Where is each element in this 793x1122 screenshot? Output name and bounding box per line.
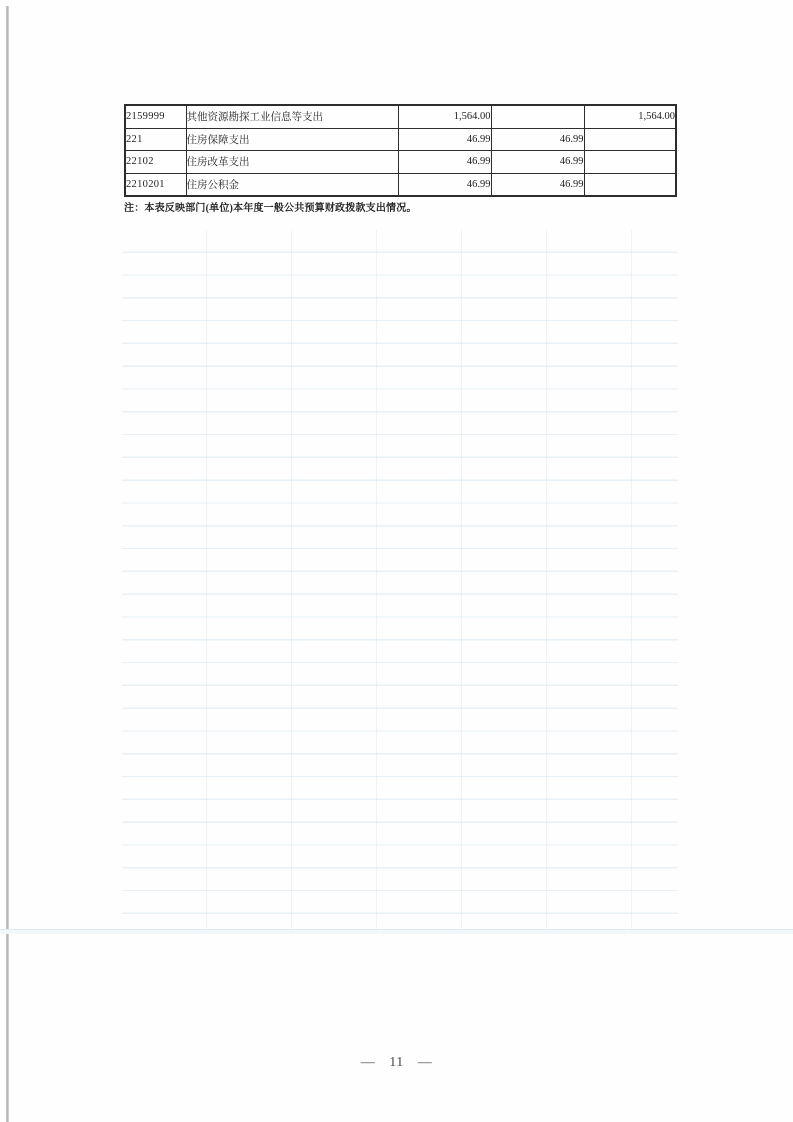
amount-basic [491,105,584,128]
amount-project [584,151,676,174]
amount-total: 1,564.00 [398,105,491,128]
amount-project: 1,564.00 [584,105,676,128]
subject-code: 2159999 [125,105,186,128]
amount-basic: 46.99 [491,173,584,196]
scan-edge-shadow [6,6,9,1122]
subject-code: 2210201 [125,173,186,196]
subject-name: 其他资源勘探工业信息等支出 [186,105,398,128]
table-row [125,128,676,151]
amount-total: 46.99 [398,128,491,151]
amount-total: 46.99 [398,173,491,196]
amount-basic: 46.99 [491,151,584,174]
table-footnote: 注：本表反映部门(单位)本年度一般公共预算财政拨款支出情况。 [124,203,417,214]
table-row [125,151,676,174]
page-number: — 11 — [360,1055,433,1070]
amount-project [584,128,676,151]
subject-name: 住房改革支出 [186,151,398,174]
table-row [125,105,676,128]
table-row [125,173,676,196]
subject-code: 221 [125,128,186,151]
amount-total: 46.99 [398,151,491,174]
scan-artifact-line [0,929,793,934]
bleed-through-grid [122,230,678,930]
subject-name: 住房保障支出 [186,128,398,151]
amount-basic: 46.99 [491,128,584,151]
subject-name: 住房公积金 [186,173,398,196]
amount-project [584,173,676,196]
budget-expenditure-table [124,104,677,197]
subject-code: 22102 [125,151,186,174]
